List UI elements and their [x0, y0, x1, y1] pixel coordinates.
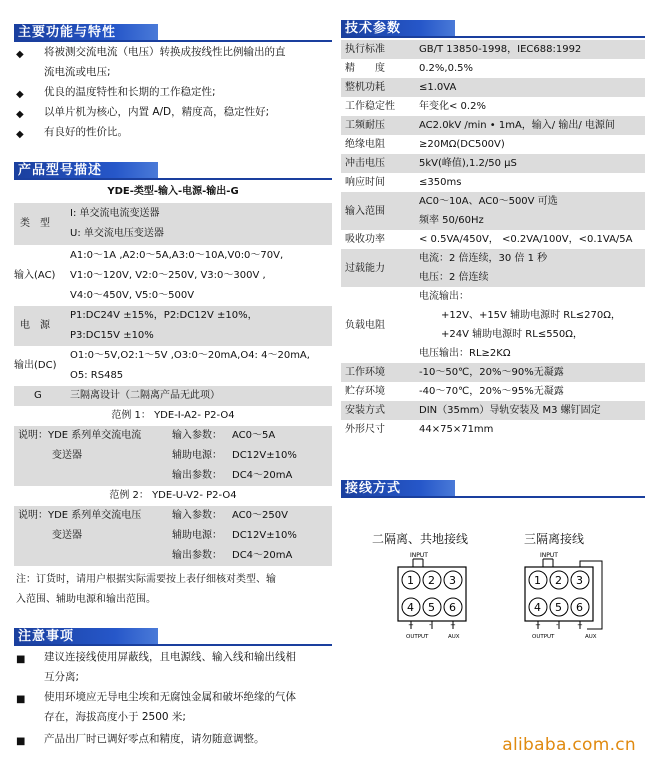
- notice-rule: [14, 644, 332, 646]
- power-line-1: P1:DC24V ±15%，P2:DC12V ±10%，: [70, 310, 258, 321]
- spec-key: 冲击电压: [341, 154, 415, 173]
- spec-key: 贮存环境: [345, 386, 385, 397]
- diamond-icon: ◆: [16, 109, 24, 120]
- terminal-2: 2: [555, 574, 562, 587]
- model-rule: [14, 178, 332, 180]
- type-line-1: I: 单交流电流变送器: [70, 208, 160, 219]
- spec-value: ≤1.0VA: [415, 78, 645, 97]
- spec-key: 执行标准: [341, 40, 415, 59]
- spec-value: 44×75×71mm: [419, 424, 494, 435]
- type-row: [14, 203, 332, 245]
- wiring-right: [525, 552, 602, 640]
- output-label: OUTPUT: [406, 634, 429, 640]
- g-label: G: [34, 390, 42, 401]
- terminal-4: 4: [534, 601, 541, 614]
- power-line-2: P3:DC15V ±10%: [70, 330, 154, 341]
- wiring-left: [398, 552, 466, 640]
- terminal-1: 1: [407, 574, 414, 587]
- diamond-icon: ◆: [16, 49, 24, 60]
- example1-key-2: 辅助电源：: [172, 450, 222, 461]
- spec-value-2: +12V、+15V 辅助电源时 RL≤270Ω，: [441, 310, 621, 321]
- feature-text: 有良好的性价比。: [44, 126, 128, 138]
- square-bullet-icon: ■: [16, 694, 26, 705]
- power-label: 电 源: [20, 320, 50, 331]
- square-bullet-icon: ■: [16, 654, 26, 665]
- terminal-3: 3: [576, 574, 583, 587]
- terminal-2: 2: [428, 574, 435, 587]
- example2-key-1: 输入参数：: [172, 510, 222, 521]
- example2-key-2: 辅助电源：: [172, 530, 222, 541]
- notice-text: 建议连接线使用屏蔽线，且电源线、输入线和输出线相: [44, 651, 296, 663]
- spec-value: AC0～10A、AC0～500V 可选: [419, 196, 558, 207]
- spec-value: ≥20MΩ(DC500V): [419, 139, 505, 150]
- spec-row: [341, 420, 645, 439]
- model-note-2: 入范围、辅助电源和输出范围。: [16, 594, 156, 605]
- model-pattern: YDE-类型-输入-电源-输出-G: [107, 186, 239, 197]
- plus-sign: +: [450, 621, 456, 629]
- spec-key: 工作环境: [341, 363, 415, 382]
- input-line-1: A1:0～1A ,A2:0～5A,A3:0～10A,V0:0～70V,: [70, 250, 284, 261]
- spec-row: [341, 363, 645, 382]
- example2-desc-2: 变送器: [52, 530, 82, 541]
- spec-value: 电流输出：: [419, 291, 469, 302]
- terminal-6: 6: [576, 601, 583, 614]
- spec-value: -10～50℃，20%～90%无凝露: [415, 363, 645, 382]
- example1-val-2: DC12V±10%: [232, 450, 297, 461]
- output-line-2: O5: RS485: [70, 370, 124, 381]
- terminal-4: 4: [407, 601, 414, 614]
- spec-value: AC2.0kV /min • 1mA，输入/ 输出/ 电源间: [415, 116, 645, 135]
- spec-value: < 0.5VA/450V， <0.2VA/100V，<0.1VA/5A: [419, 234, 633, 245]
- example2-val-1: AC0～250V: [232, 510, 288, 521]
- plus-sign: +: [577, 621, 583, 629]
- terminal-3: 3: [449, 574, 456, 587]
- type-label: 类 型: [20, 218, 50, 229]
- type-line-2: U: 单交流电压变送器: [70, 228, 164, 239]
- spec-key: 工频耐压: [341, 116, 415, 135]
- specs-title: 技术参数: [341, 20, 455, 38]
- example1-val-1: AC0～5A: [232, 430, 276, 441]
- spec-row: [341, 287, 645, 363]
- notice-text: 互分离;: [44, 671, 80, 683]
- features-header: [14, 24, 332, 42]
- notice-text: 存在，海拔高度小于 2500 米;: [44, 711, 186, 723]
- plus-sign: +: [408, 621, 414, 629]
- spec-row: [341, 401, 645, 420]
- spec-key: 安装方式: [341, 401, 415, 420]
- wiring-left-title: 二隔离、共地接线: [372, 532, 469, 546]
- features-title: 主要功能与特性: [14, 24, 158, 42]
- example2-desc-1: 说明：YDE 系列单交流电压: [18, 510, 142, 521]
- spec-value: 5kV(峰值),1.2/50 μS: [415, 154, 645, 173]
- output-line-1: O1:0～5V,O2:1～5V ,O3:0～20mA,O4: 4～20mA,: [70, 350, 310, 361]
- spec-key: 负载电阻: [345, 319, 385, 331]
- spec-row: [341, 382, 645, 401]
- spec-key: 输入范围: [341, 192, 415, 230]
- input-label: 输入(AC): [14, 270, 56, 281]
- spec-value-4: 电压输出：RL≥2KΩ: [419, 348, 511, 359]
- specs-rule: [341, 36, 645, 38]
- spec-value: 0.2%,0.5%: [419, 63, 473, 74]
- example1-desc-2: 变送器: [52, 450, 82, 461]
- spec-key: 精 度: [345, 63, 385, 74]
- aux-label: AUX: [585, 634, 597, 640]
- example2-title: 范例 2： YDE-U-V2- P2-O4: [109, 490, 237, 501]
- spec-row: [341, 154, 645, 173]
- spec-value: GB/T 13850-1998，IEC688:1992: [415, 40, 645, 59]
- minus-sign: -: [429, 621, 432, 629]
- input-label: INPUT: [540, 552, 558, 559]
- output-label: OUTPUT: [532, 634, 555, 640]
- example1-key-1: 输入参数：: [172, 430, 222, 441]
- feature-text: 优良的温度特性和长期的工作稳定性;: [44, 86, 216, 98]
- spec-value: 电流：2 倍连续，30 倍 1 秒: [419, 253, 548, 264]
- g-text: 三隔离设计（二隔离产品无此项）: [70, 390, 220, 401]
- wiring-right-title: 三隔离接线: [524, 532, 585, 546]
- feature-text: 流电流或电压;: [44, 66, 111, 78]
- terminal-5: 5: [428, 601, 435, 614]
- spec-row: [341, 116, 645, 135]
- spec-value: DIN（35mm）导轨安装及 M3 螺钉固定: [415, 401, 645, 420]
- example2-val-3: DC4～20mA: [232, 550, 293, 561]
- wiring-rule: [341, 496, 645, 498]
- spec-value: -40～70℃，20%～95%无凝露: [419, 386, 564, 397]
- spec-key: 工作稳定性: [345, 101, 395, 112]
- terminal-1: 1: [534, 574, 541, 587]
- spec-row: [341, 59, 645, 78]
- example1-title: 范例 1： YDE-I-A2- P2-O4: [111, 410, 235, 421]
- spec-row: [341, 97, 645, 116]
- spec-key: 响应时间: [345, 177, 385, 188]
- spec-value-2: 频率 50/60Hz: [419, 215, 484, 226]
- diamond-icon: ◆: [16, 89, 24, 100]
- input-line-3: V4:0～450V, V5:0～500V: [70, 290, 195, 301]
- spec-row: [341, 249, 645, 287]
- input-line-2: V1:0～120V, V2:0～250V, V3:0～300V ,: [70, 270, 266, 281]
- spec-key: 吸收功率: [345, 234, 385, 245]
- spec-row: [341, 78, 645, 97]
- example1-key-3: 输出参数：: [172, 470, 222, 481]
- model-note-1: 注：订货时，请用户根据实际需要按上表仔细核对类型、输: [16, 574, 276, 585]
- specs-table: [341, 40, 645, 439]
- plus-sign: +: [535, 621, 541, 629]
- footer-watermark: alibaba.com.cn: [502, 735, 636, 755]
- spec-key: 绝缘电阻: [345, 139, 385, 150]
- spec-row: [341, 135, 645, 154]
- spec-row: [341, 40, 645, 59]
- spec-key: 整机功耗: [341, 78, 415, 97]
- spec-key: 过载能力: [341, 249, 415, 287]
- spec-value-3: +24V 辅助电源时 RL≤550Ω，: [441, 329, 583, 340]
- model-title: 产品型号描述: [14, 162, 158, 180]
- notice-header: [14, 628, 332, 646]
- terminal-6: 6: [449, 601, 456, 614]
- notice-text: 产品出厂时已调好零点和精度，请勿随意调整。: [44, 733, 265, 745]
- wiring-title: 接线方式: [341, 480, 455, 498]
- output-label: 输出(DC): [14, 360, 57, 371]
- notice-text: 使用环境应无导电尘埃和无腐蚀金属和破坏绝缘的气体: [44, 691, 296, 703]
- example1-desc-1: 说明：YDE 系列单交流电流: [18, 430, 142, 441]
- wiring-header: [341, 480, 645, 498]
- terminal-5: 5: [555, 601, 562, 614]
- wiring-diagram: [380, 545, 650, 645]
- example2-key-3: 输出参数：: [172, 550, 222, 561]
- specs-header: [341, 20, 645, 38]
- spec-key: 外形尺寸: [345, 424, 385, 435]
- spec-value: ≤350ms: [419, 177, 462, 188]
- example1-val-3: DC4～20mA: [232, 470, 293, 481]
- square-bullet-icon: ■: [16, 736, 26, 747]
- spec-row: [341, 230, 645, 249]
- spec-value: 年变化< 0.2%: [419, 101, 486, 112]
- diamond-icon: ◆: [16, 129, 24, 140]
- model-header: [14, 162, 332, 180]
- spec-value-2: 电压：2 倍连续: [419, 272, 489, 283]
- minus-sign: -: [556, 621, 559, 629]
- feature-text: 将被测交流电流（电压）转换成按线性比例输出的直: [44, 46, 286, 58]
- spec-row: [341, 173, 645, 192]
- input-label: INPUT: [410, 552, 428, 559]
- feature-text: 以单片机为核心，内置 A/D，精度高，稳定性好;: [44, 106, 270, 118]
- aux-label: AUX: [448, 634, 460, 640]
- notice-title: 注意事项: [14, 628, 158, 646]
- spec-row: [341, 192, 645, 230]
- example2-val-2: DC12V±10%: [232, 530, 297, 541]
